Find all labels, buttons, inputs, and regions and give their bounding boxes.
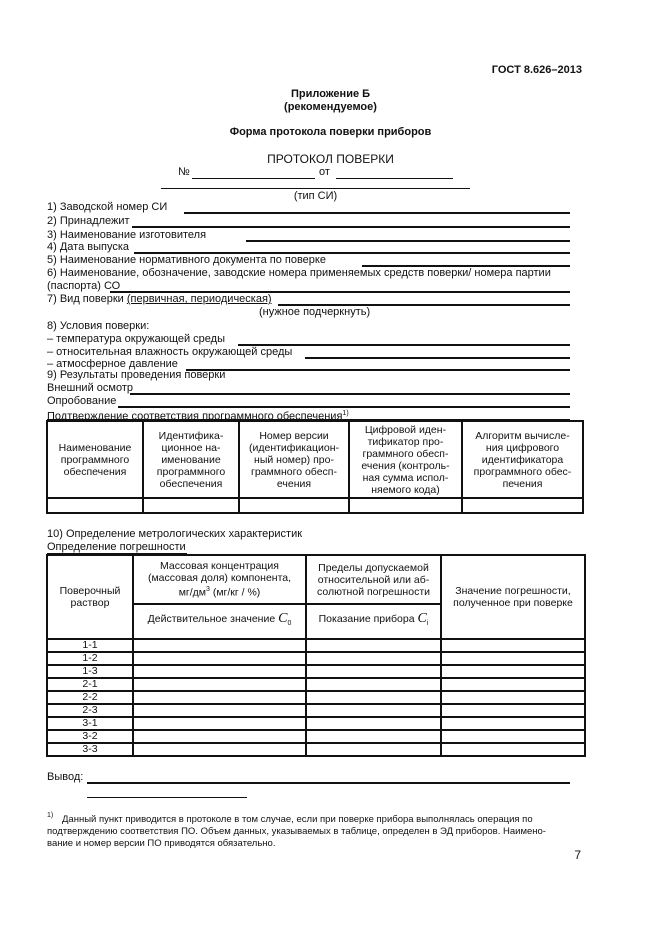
accuracy-cell[interactable] <box>133 743 306 756</box>
solution-id: 1-1 <box>47 639 133 652</box>
accuracy-cell[interactable] <box>441 704 585 717</box>
software-cell[interactable] <box>47 498 143 513</box>
accuracy-cell[interactable] <box>306 743 441 756</box>
footnote-separator <box>87 797 247 798</box>
field-verification-type-options[interactable]: (первичная, периодическая) <box>126 293 272 305</box>
appendix-subtitle: (рекомендуемое) <box>284 101 377 113</box>
metrology-title: 10) Определение метрологических характеристик <box>47 528 303 540</box>
field-humidity: – относительная влажность окружающей среды <box>47 346 293 358</box>
accuracy-row <box>47 652 585 665</box>
concentration-line-1: Массовая концентрация <box>159 560 279 573</box>
solution-id: 3-1 <box>47 717 133 730</box>
solution-id: 2-3 <box>47 704 133 717</box>
concentration-unit-base: мг/дм <box>178 586 206 599</box>
accuracy-cell[interactable] <box>133 639 306 652</box>
field-owner: 2) Принадлежит <box>47 215 130 227</box>
field-manufacturer-line[interactable] <box>246 240 570 242</box>
accuracy-header-top <box>47 555 585 604</box>
protocol-number-line[interactable] <box>192 178 315 179</box>
concentration-unit-rest: (мг/кг / %) <box>209 586 261 599</box>
solution-id: 2-2 <box>47 691 133 704</box>
field-verification-type <box>47 293 272 306</box>
field-testing: Опробование <box>47 395 117 407</box>
field-serial-number: 1) Заводской номер СИ <box>47 201 168 213</box>
accuracy-cell[interactable] <box>306 678 441 691</box>
field-pressure: – атмосферное давление <box>47 358 178 370</box>
accuracy-cell[interactable] <box>441 730 585 743</box>
field-humidity-line[interactable] <box>305 357 570 359</box>
reading-symbol: C <box>417 610 427 626</box>
accuracy-cell[interactable] <box>306 717 441 730</box>
footnote-ref: 1) <box>342 410 349 417</box>
software-cell[interactable] <box>462 498 583 513</box>
field-results: 9) Результаты проведения поверки <box>47 369 226 381</box>
software-col-checksum: Цифровой иден-тификатор про-граммного обесп-ечения (контроль-ная сумма испол-няемого кода) <box>349 421 462 498</box>
accuracy-row <box>47 665 585 678</box>
field-release-date: 4) Дата выпуска <box>47 241 130 253</box>
accuracy-col-error: Значение погрешности, полученное при поверке <box>441 555 585 639</box>
concentration-units <box>134 584 305 599</box>
field-verification-means: 6) Наименование, обозначение, заводские номера применяемых средств поверки/ номера партии <box>47 267 551 279</box>
accuracy-table <box>46 554 586 757</box>
actual-value-symbol: C <box>278 610 288 626</box>
accuracy-row <box>47 691 585 704</box>
accuracy-cell[interactable] <box>441 665 585 678</box>
accuracy-col-reading <box>306 604 441 639</box>
conclusion-line[interactable] <box>87 782 570 784</box>
solution-id: 2-1 <box>47 678 133 691</box>
field-manufacturer: 3) Наименование изготовителя <box>47 229 207 241</box>
accuracy-cell[interactable] <box>306 691 441 704</box>
protocol-date-label: от <box>319 166 330 178</box>
software-cell[interactable] <box>239 498 349 513</box>
appendix-title: Приложение Б <box>290 88 371 100</box>
device-type-label: (тип СИ) <box>293 190 338 202</box>
accuracy-cell[interactable] <box>441 743 585 756</box>
accuracy-row <box>47 743 585 756</box>
field-verification-means-cont: (паспорта) СО <box>47 280 121 292</box>
accuracy-cell[interactable] <box>133 704 306 717</box>
accuracy-cell[interactable] <box>133 665 306 678</box>
metrology-subtitle: Определение погрешности <box>47 541 186 553</box>
footnote-text-2: подтверждению соответствия ПО. Объем данных, указываемых в таблице, определен в ЭД приборов. Наимено- <box>47 826 546 837</box>
accuracy-cell[interactable] <box>441 652 585 665</box>
reading-label: Показание прибора <box>318 612 415 625</box>
footnote-text-1: Данный пункт приводится в протоколе в том случае, если при поверке прибора выполнялась операция по <box>62 814 533 825</box>
protocol-date-line[interactable] <box>336 178 453 179</box>
accuracy-row <box>47 678 585 691</box>
accuracy-col-limits: Пределы допускаемой относительной или аб-солютной погрешности <box>306 555 441 604</box>
accuracy-cell[interactable] <box>441 717 585 730</box>
field-owner-line[interactable] <box>132 226 570 228</box>
software-confirmation-label: Подтверждение соответствия программного обеспечения <box>47 410 343 423</box>
page-number: 7 <box>574 848 581 862</box>
software-cell[interactable] <box>143 498 239 513</box>
solution-id: 1-3 <box>47 665 133 678</box>
software-cell[interactable] <box>349 498 462 513</box>
solution-id: 1-2 <box>47 652 133 665</box>
accuracy-cell[interactable] <box>133 691 306 704</box>
software-table-row <box>47 498 583 513</box>
form-title: Форма протокола поверки приборов <box>229 126 432 138</box>
device-type-line[interactable] <box>161 188 470 189</box>
accuracy-row <box>47 639 585 652</box>
accuracy-cell[interactable] <box>133 717 306 730</box>
software-table-header <box>47 421 583 498</box>
accuracy-cell[interactable] <box>441 639 585 652</box>
underline-hint: (нужное подчеркнуть) <box>259 306 371 318</box>
reading-index: i <box>426 620 429 628</box>
accuracy-row <box>47 730 585 743</box>
actual-value-label: Действительное значение <box>147 612 276 625</box>
software-col-identifier: Идентифика-ционное на-именование программного обеспечения <box>143 421 239 498</box>
field-normative-doc: 5) Наименование нормативного документа по поверке <box>47 254 326 266</box>
footnote-text-3: вание и номер версии ПО приводятся обязательно. <box>47 838 276 849</box>
software-col-algorithm: Алгоритм вычисле-ния цифрового идентификатора программного обес-печения <box>462 421 583 498</box>
field-external-inspection-line[interactable] <box>130 393 570 395</box>
field-temperature: – температура окружающей среды <box>47 333 226 345</box>
accuracy-cell[interactable] <box>306 639 441 652</box>
field-pressure-line[interactable] <box>186 369 570 371</box>
protocol-title: ПРОТОКОЛ ПОВЕРКИ <box>267 152 394 166</box>
protocol-number-label: № <box>178 166 190 178</box>
solution-id: 3-2 <box>47 730 133 743</box>
conclusion-label: Вывод: <box>47 771 84 783</box>
concentration-line-2: (массовая доля) компонента, <box>147 572 292 585</box>
accuracy-cell[interactable] <box>441 678 585 691</box>
accuracy-col-concentration <box>133 555 306 604</box>
accuracy-cell[interactable] <box>133 678 306 691</box>
accuracy-cell[interactable] <box>441 691 585 704</box>
field-serial-number-line[interactable] <box>184 212 570 214</box>
accuracy-col-solution: Поверочный раствор <box>47 555 133 639</box>
solution-id: 3-3 <box>47 743 133 756</box>
actual-value-index: 0 <box>287 620 292 628</box>
software-col-version: Номер версии (идентификацион-ный номер) про-граммного обесп-ечения <box>239 421 349 498</box>
accuracy-col-actual <box>133 604 306 639</box>
field-external-inspection: Внешний осмотр <box>47 382 133 394</box>
accuracy-row <box>47 704 585 717</box>
accuracy-cell[interactable] <box>306 665 441 678</box>
accuracy-row <box>47 717 585 730</box>
footnote-mark: 1) <box>47 812 54 819</box>
field-verification-type-label: 7) Вид поверки <box>47 293 127 305</box>
accuracy-cell[interactable] <box>306 652 441 665</box>
standard-code: ГОСТ 8.626–2013 <box>491 64 582 76</box>
concentration-unit-exp: 3 <box>206 586 210 594</box>
software-table <box>46 420 584 514</box>
field-conditions: 8) Условия поверки: <box>47 320 150 332</box>
software-col-name: Наименование программного обеспечения <box>47 421 143 498</box>
accuracy-cell[interactable] <box>306 730 441 743</box>
accuracy-cell[interactable] <box>306 704 441 717</box>
accuracy-cell[interactable] <box>133 652 306 665</box>
accuracy-cell[interactable] <box>133 730 306 743</box>
